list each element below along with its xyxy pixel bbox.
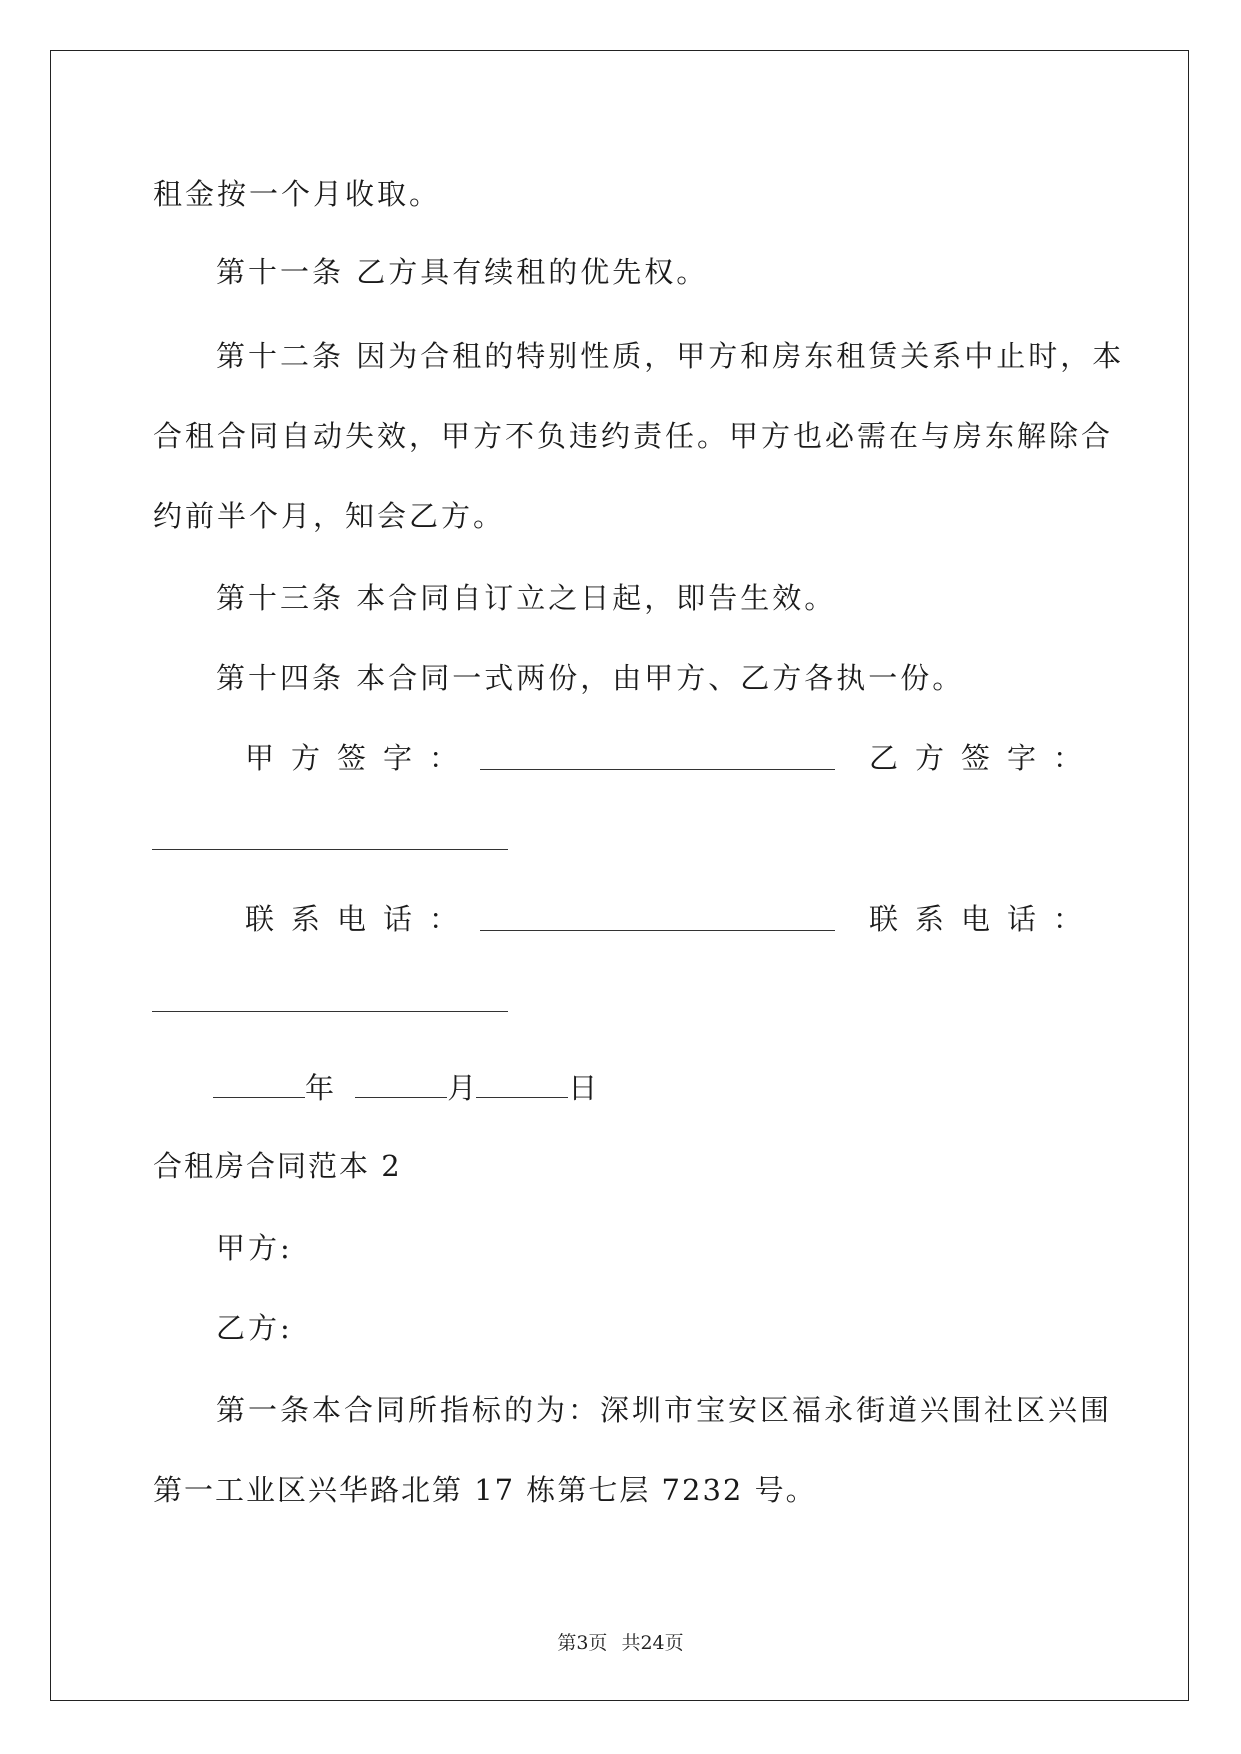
section-2-party-a: 甲方: bbox=[216, 1231, 293, 1265]
clause-12-line-3: 约前半个月，知会乙方。 bbox=[153, 499, 506, 533]
year-label: 年 bbox=[305, 1071, 335, 1105]
party-b-phone-line[interactable] bbox=[152, 1011, 508, 1012]
paragraph-rent: 租金按一个月收取。 bbox=[153, 177, 442, 211]
page-frame bbox=[50, 50, 1189, 1701]
section-2-clause-1-line-1: 第一条本合同所指标的为：深圳市宝安区福永街道兴围社区兴围 bbox=[216, 1393, 1113, 1427]
party-a-signature-line[interactable] bbox=[480, 769, 835, 770]
section-2-title: 合租房合同范本 2 bbox=[153, 1149, 402, 1183]
day-blank[interactable] bbox=[476, 1075, 568, 1098]
clause-13: 第十三条 本合同自订立之日起，即告生效。 bbox=[216, 581, 837, 615]
clause-12-line-1: 第十二条 因为合租的特别性质，甲方和房东租赁关系中止时，本 bbox=[216, 339, 1125, 373]
page-total: 共24页 bbox=[621, 1632, 684, 1654]
clause-11: 第十一条 乙方具有续租的优先权。 bbox=[216, 255, 709, 289]
party-a-signature-label: 甲方签字： bbox=[245, 741, 476, 775]
party-a-phone-line[interactable] bbox=[480, 930, 835, 931]
party-b-signature-line[interactable] bbox=[152, 849, 508, 850]
section-2-clause-1-line-2: 第一工业区兴华路北第 17 栋第七层 7232 号。 bbox=[153, 1473, 817, 1507]
party-a-phone-label: 联系电话： bbox=[245, 902, 476, 936]
page-footer bbox=[0, 1631, 1241, 1655]
party-b-signature-label: 乙方签字： bbox=[869, 741, 1100, 775]
month-label: 月 bbox=[447, 1071, 477, 1105]
page-number: 第3页 bbox=[557, 1632, 608, 1654]
date-row bbox=[213, 1070, 597, 1106]
year-blank[interactable] bbox=[213, 1075, 305, 1098]
clause-12-line-2: 合租合同自动失效，甲方不负违约责任。甲方也必需在与房东解除合 bbox=[153, 419, 1114, 453]
section-2-party-b: 乙方: bbox=[216, 1311, 293, 1345]
party-b-phone-label: 联系电话： bbox=[869, 902, 1100, 936]
day-label: 日 bbox=[568, 1071, 598, 1105]
clause-14: 第十四条 本合同一式两份，由甲方、乙方各执一份。 bbox=[216, 661, 965, 695]
month-blank[interactable] bbox=[355, 1075, 447, 1098]
